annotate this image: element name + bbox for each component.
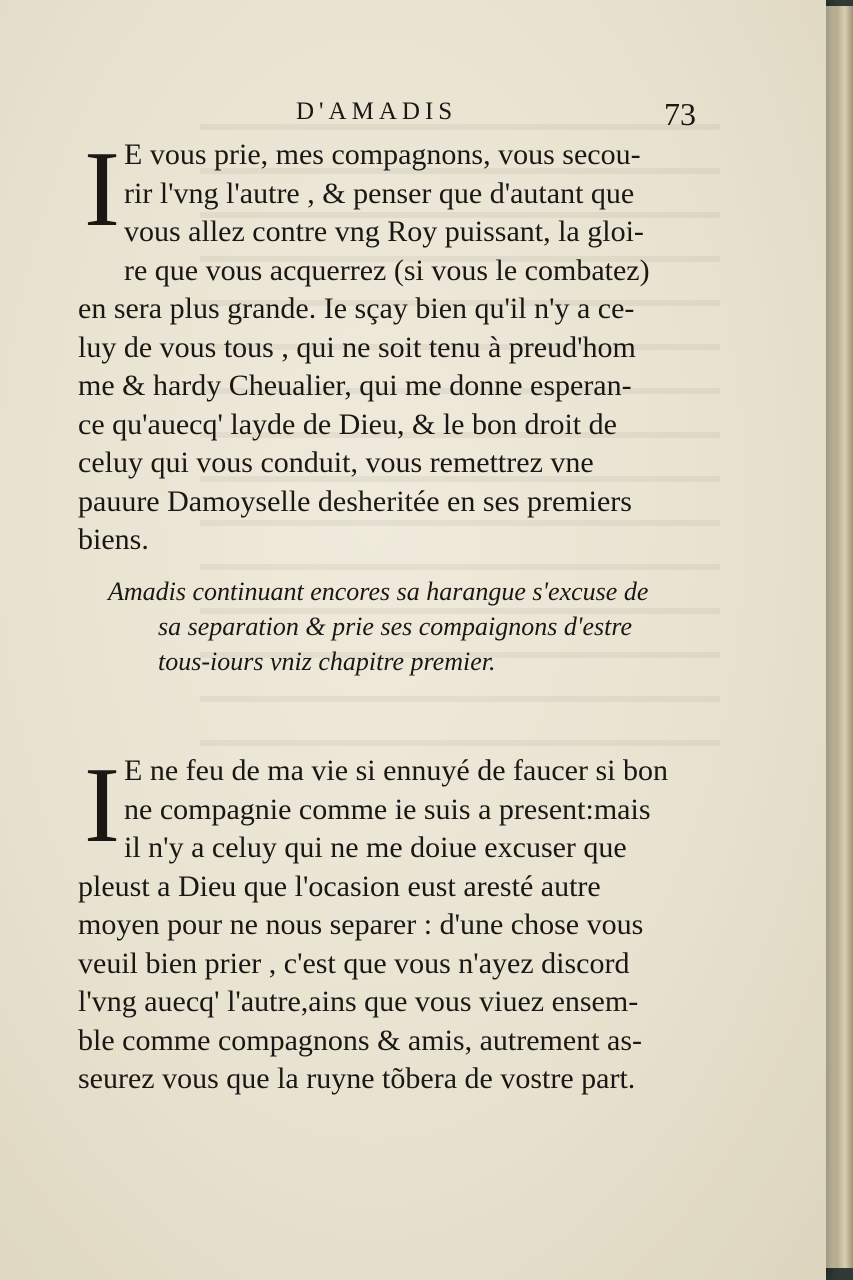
paragraph-1 (78, 130, 692, 560)
text-line: ble comme compagnons & amis, autrement as- (78, 1023, 643, 1057)
text-line: pauure Damoyselle desheritée en ses premiers (78, 484, 632, 518)
text-line: en sera plus grande. Ie sçay bien qu'il n'y a ce- (78, 292, 635, 325)
text-line: vous allez contre vng Roy puissant, la gloi- (124, 215, 644, 248)
paragraph-2 (78, 746, 692, 1099)
heading-line: Amadis continuant encores sa harangue s'excuse de (108, 577, 649, 606)
text-line: E ne feu de ma vie si ennuyé de faucer si bon (124, 754, 668, 787)
text-line: pleust a Dieu que l'ocasion eust aresté autre (78, 869, 601, 903)
drop-cap: I (84, 746, 120, 865)
heading-line: sa separation & prie ses compaignons d'estre (158, 612, 633, 641)
drop-cap: I (84, 130, 120, 249)
text-line: biens. (78, 523, 149, 556)
text-line: ce qu'auecq' layde de Dieu, & le bon droit de (78, 407, 617, 441)
text-line: veuil bien prier , c'est que vous n'ayez discord (78, 946, 630, 980)
text-line: il n'y a celuy qui ne me doiue excuser que (124, 831, 627, 864)
text-line: re que vous acquerrez (si vous le combatez) (124, 253, 650, 287)
chapter-heading (108, 574, 698, 679)
running-head: D'AMADIS (296, 98, 458, 125)
text-line: luy de vous tous , qui ne soit tenu à preud'hom (78, 330, 636, 364)
text-line: rir l'vng l'autre , & penser que d'autant que (124, 176, 635, 210)
text-line: ne compagnie comme ie suis a present:mais (124, 792, 651, 826)
page-number: 73 (664, 96, 696, 132)
text-line: celuy qui vous conduit, vous remettrez vne (78, 446, 594, 479)
text-line: me & hardy Cheualier, qui me donne esperan- (78, 369, 632, 402)
text-line: moyen pour ne nous separer : d'une chose vous (78, 908, 644, 941)
text-line: seurez vous que la ruyne tõbera de vostre part. (78, 1062, 636, 1095)
heading-line: tous-iours vniz chapitre premier. (158, 647, 496, 676)
text-line: l'vng auecq' l'autre,ains que vous viuez ensem- (78, 985, 639, 1018)
text-line: E vous prie, mes compagnons, vous secou- (124, 138, 641, 171)
